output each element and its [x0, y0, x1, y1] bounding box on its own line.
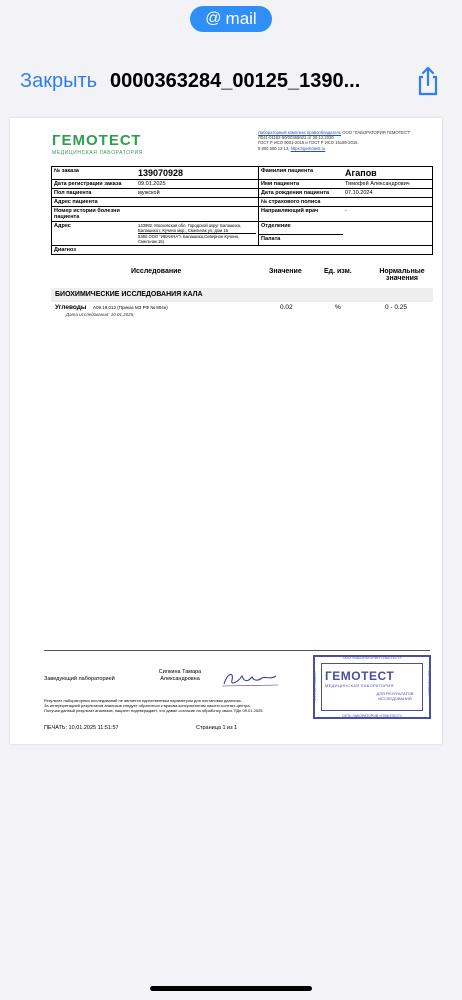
disclaimer-line: Получая данный результат анализов, пациент подтверждает, что давал согласие на обработку своих ПДн 09.01.2025 — [44, 708, 263, 713]
top-bar — [0, 0, 462, 120]
logo-sub: МЕДИЦИНСКАЯ ЛАБОРАТОРИЯ — [52, 150, 143, 156]
disclaimer-line: Результат лабораторных исследований не является единственным параметром для постановки диагноза. — [44, 698, 242, 703]
name-label: Имя пациента — [261, 181, 300, 187]
license-line3: ГОСТ Р ИСО 9001-2015 и ГОСТ Р ИСО 15189-2015 — [258, 140, 358, 146]
col-value: Значение — [269, 268, 302, 275]
signature-image — [220, 668, 280, 690]
page-number: Страница 1 из 1 — [196, 725, 238, 731]
license-info — [258, 130, 434, 151]
stamp-ogrn: ОГРН 1117746998627 — [313, 671, 317, 702]
history-value — [136, 207, 259, 221]
sex-value: мужской — [136, 189, 259, 197]
document-page — [10, 118, 442, 744]
license-link[interactable]: Лабораторный комплекс правообладатель — [258, 130, 342, 135]
mail-label: mail — [225, 9, 257, 28]
reg-date-value: 09.01.2025 — [136, 180, 259, 188]
mail-app-pill[interactable] — [190, 6, 272, 32]
doctor-value: - — [345, 208, 347, 214]
col-norm: Нормальные значения — [379, 268, 425, 282]
info-row — [52, 180, 432, 189]
info-row — [52, 198, 432, 207]
policy-value — [343, 198, 432, 206]
patient-info-table — [51, 166, 433, 255]
home-indicator[interactable] — [150, 986, 312, 991]
dept-label — [259, 222, 343, 245]
footer-divider — [44, 650, 430, 651]
sign-name: Силкина Тамара Александровна — [158, 669, 202, 682]
sex-label: Пол пациента — [54, 190, 92, 196]
lab-phone: 8 800 550 13 13, — [258, 145, 290, 151]
dept-label-text: Отделение — [261, 223, 291, 229]
info-row — [52, 207, 432, 222]
birth-value: 07.10.2024 — [345, 190, 373, 196]
diag-label: Диагноз — [54, 247, 76, 253]
address-label: Адрес пациента — [54, 199, 98, 205]
sign-label: Заведующий лабораторией — [44, 676, 115, 682]
doctor-label: Направляющий врач — [261, 208, 319, 214]
stamp-inn: ИНН 7725762013 — [427, 671, 431, 696]
stamp-logo: ГЕМОТЕСТ — [325, 669, 395, 683]
col-unit: Ед. изм. — [324, 268, 352, 275]
col-test: Исследование — [131, 268, 182, 275]
disclaimer-line: За интерпретацией результатов анализов следует обратиться к врачам-консультантам нашего контакт-центра. — [44, 703, 251, 708]
address-value — [136, 198, 259, 206]
lab-logo — [52, 132, 143, 156]
info-row — [52, 246, 432, 254]
print-time: ПЕЧАТЬ: 10.01.2025 11:51:57 — [44, 725, 119, 731]
stamp-bottom: СЕТЬ ЛАБОРАТОРИЙ «ГЕМОТЕСТ» — [342, 714, 402, 718]
ward-label-text: Палата — [259, 234, 343, 243]
section-title: БИОХИМИЧЕСКИЕ ИССЛЕДОВАНИЯ КАЛА — [51, 288, 433, 302]
addr2-line1: 143982, Московская обл, Городской округ Балашиха, Балашиха г, Кучино мкр., Смельчак ул, дом 15 — [138, 223, 242, 233]
test-date: Дата исследования: 10.01.2025; — [66, 312, 135, 317]
document-title: 0000363284_00125_1390... — [110, 70, 361, 92]
at-icon: @ — [205, 10, 222, 27]
info-row — [52, 167, 432, 180]
name-value: Тимофей Александрович — [345, 181, 410, 187]
close-button[interactable]: Закрыть — [20, 70, 98, 92]
addr2-value — [136, 222, 259, 245]
info-row — [52, 222, 432, 246]
test-code: A09.19.012 (Приказ МЗ РФ № 804н) — [93, 305, 168, 310]
order-no-label: № заказа — [54, 168, 79, 174]
lab-stamp — [313, 655, 431, 719]
lab-site-link[interactable]: https://gemotest.ru — [290, 145, 326, 151]
diag-value — [136, 246, 140, 254]
share-icon[interactable] — [414, 66, 442, 96]
policy-label: № страхового полиса — [261, 199, 321, 205]
stamp-sub: МЕДИЦИНСКАЯ ЛАБОРАТОРИЯ — [325, 683, 394, 688]
surname-value: Агапов — [345, 168, 377, 178]
test-name: Углеводы — [55, 304, 87, 311]
test-unit: % — [335, 304, 341, 311]
test-norm: 0 - 0.25 — [385, 304, 408, 311]
birth-label: Дата рождения пациента — [261, 190, 330, 196]
stamp-for: ДЛЯ РЕЗУЛЬТАТОВ ИССЛЕДОВАНИЙ — [376, 691, 414, 701]
stamp-top: ООО «ЛАБОРАТОРИЯ ГЕМОТЕСТ» — [342, 656, 402, 660]
disclaimer — [44, 698, 306, 713]
dept-value — [343, 222, 432, 245]
reg-date-label: Дата регистрации заказа — [54, 181, 122, 187]
history-label: Номер истории болезни пациента — [54, 208, 120, 220]
surname-label: Фамилия пациента — [261, 168, 314, 174]
test-value: 0.02 — [280, 304, 293, 311]
order-no-value: 139070928 — [136, 167, 259, 179]
logo-main: ГЕМОТЕСТ — [52, 132, 142, 149]
license-owner: ООО "ЛАБОРАТОРИЯ ГЕМОТЕСТ" — [342, 130, 411, 135]
info-row — [52, 189, 432, 198]
addr2-line2: 5360 ООО "ИВАННА"г. Балашиха,Северное Кучино, Смельчак 15) — [138, 233, 256, 244]
license-line2: Л041-01162-50/00365621 от 26.12.2020 — [258, 135, 334, 141]
addr2-label: Адрес — [54, 223, 71, 229]
